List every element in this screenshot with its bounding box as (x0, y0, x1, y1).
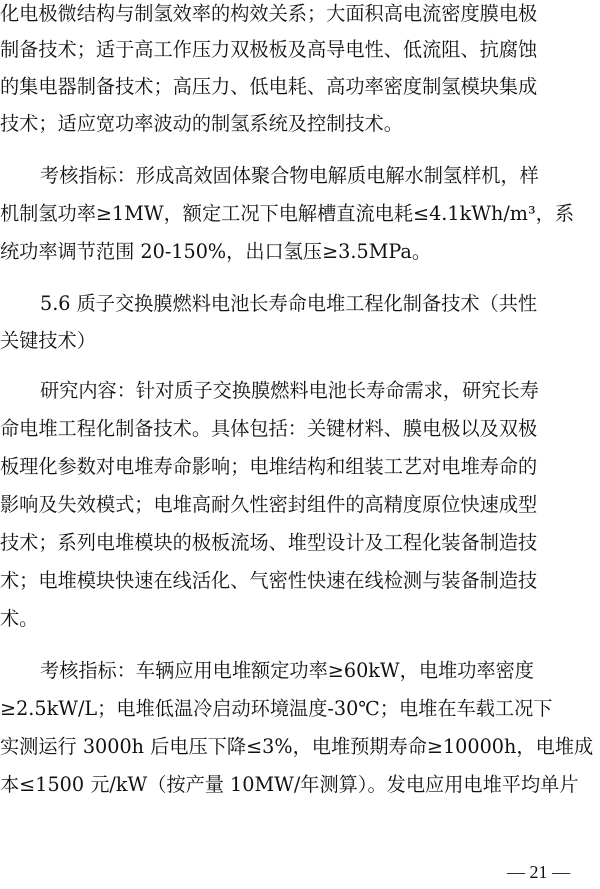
page-number: — 21 — (507, 862, 570, 882)
research-paragraph-line: 术；电堆模块快速在线活化、气密性快速在线检测与装备制造技 (0, 569, 538, 592)
assessment-paragraph-line: ≥2.5kW/L；电堆低温冷启动环境温度-30℃；电堆在车载工况下 (0, 697, 553, 720)
section-heading-line: 5.6 质子交换膜燃料电池长寿命电堆工程化制备技术（共性 (40, 292, 538, 315)
body-text-line: 制备技术；适于高工作压力双极板及高导电性、低流阻、抗腐蚀 (0, 38, 538, 61)
research-paragraph-line: 技术；系列电堆模块的极板流场、堆型设计及工程化装备制造技 (0, 531, 538, 554)
assessment-paragraph-line: 实测运行 3000h 后电压下降≤3%，电堆预期寿命≥10000h，电堆成 (0, 735, 594, 758)
assessment-paragraph-line: 机制氢功率≥1MW，额定工况下电解槽直流电耗≤4.1kWh/m³，系 (0, 202, 575, 225)
assessment-paragraph-line: 本≤1500 元/kW（按产量 10MW/年测算）。发电应用电堆平均单片 (0, 773, 579, 796)
body-text-line: 技术；适应宽功率波动的制氢系统及控制技术。 (0, 112, 403, 135)
research-paragraph-line: 研究内容：针对质子交换膜燃料电池长寿命需求，研究长寿 (40, 379, 539, 402)
assessment-paragraph-line: 统功率调节范围 20-150%，出口氢压≥3.5MPa。 (0, 240, 432, 263)
assessment-paragraph-line: 考核指标：车辆应用电堆额定功率≥60kW，电堆功率密度 (40, 659, 534, 682)
section-heading-line: 关键技术） (0, 329, 96, 352)
research-paragraph-line: 术。 (0, 607, 39, 630)
body-text-line: 的集电器制备技术；高压力、低电耗、高功率密度制氢模块集成 (0, 75, 538, 98)
research-paragraph-line: 影响及失效模式；电堆高耐久性密封组件的高精度原位快速成型 (0, 493, 538, 516)
research-paragraph-line: 板理化参数对电堆寿命影响；电堆结构和组装工艺对电堆寿命的 (0, 455, 538, 478)
research-paragraph-line: 命电堆工程化制备技术。具体包括：关键材料、膜电极以及双极 (0, 417, 538, 440)
assessment-paragraph-line: 考核指标：形成高效固体聚合物电解质电解水制氢样机，样 (40, 164, 539, 187)
body-text-line: 化电极微结构与制氢效率的构效关系；大面积高电流密度膜电极 (0, 2, 538, 25)
